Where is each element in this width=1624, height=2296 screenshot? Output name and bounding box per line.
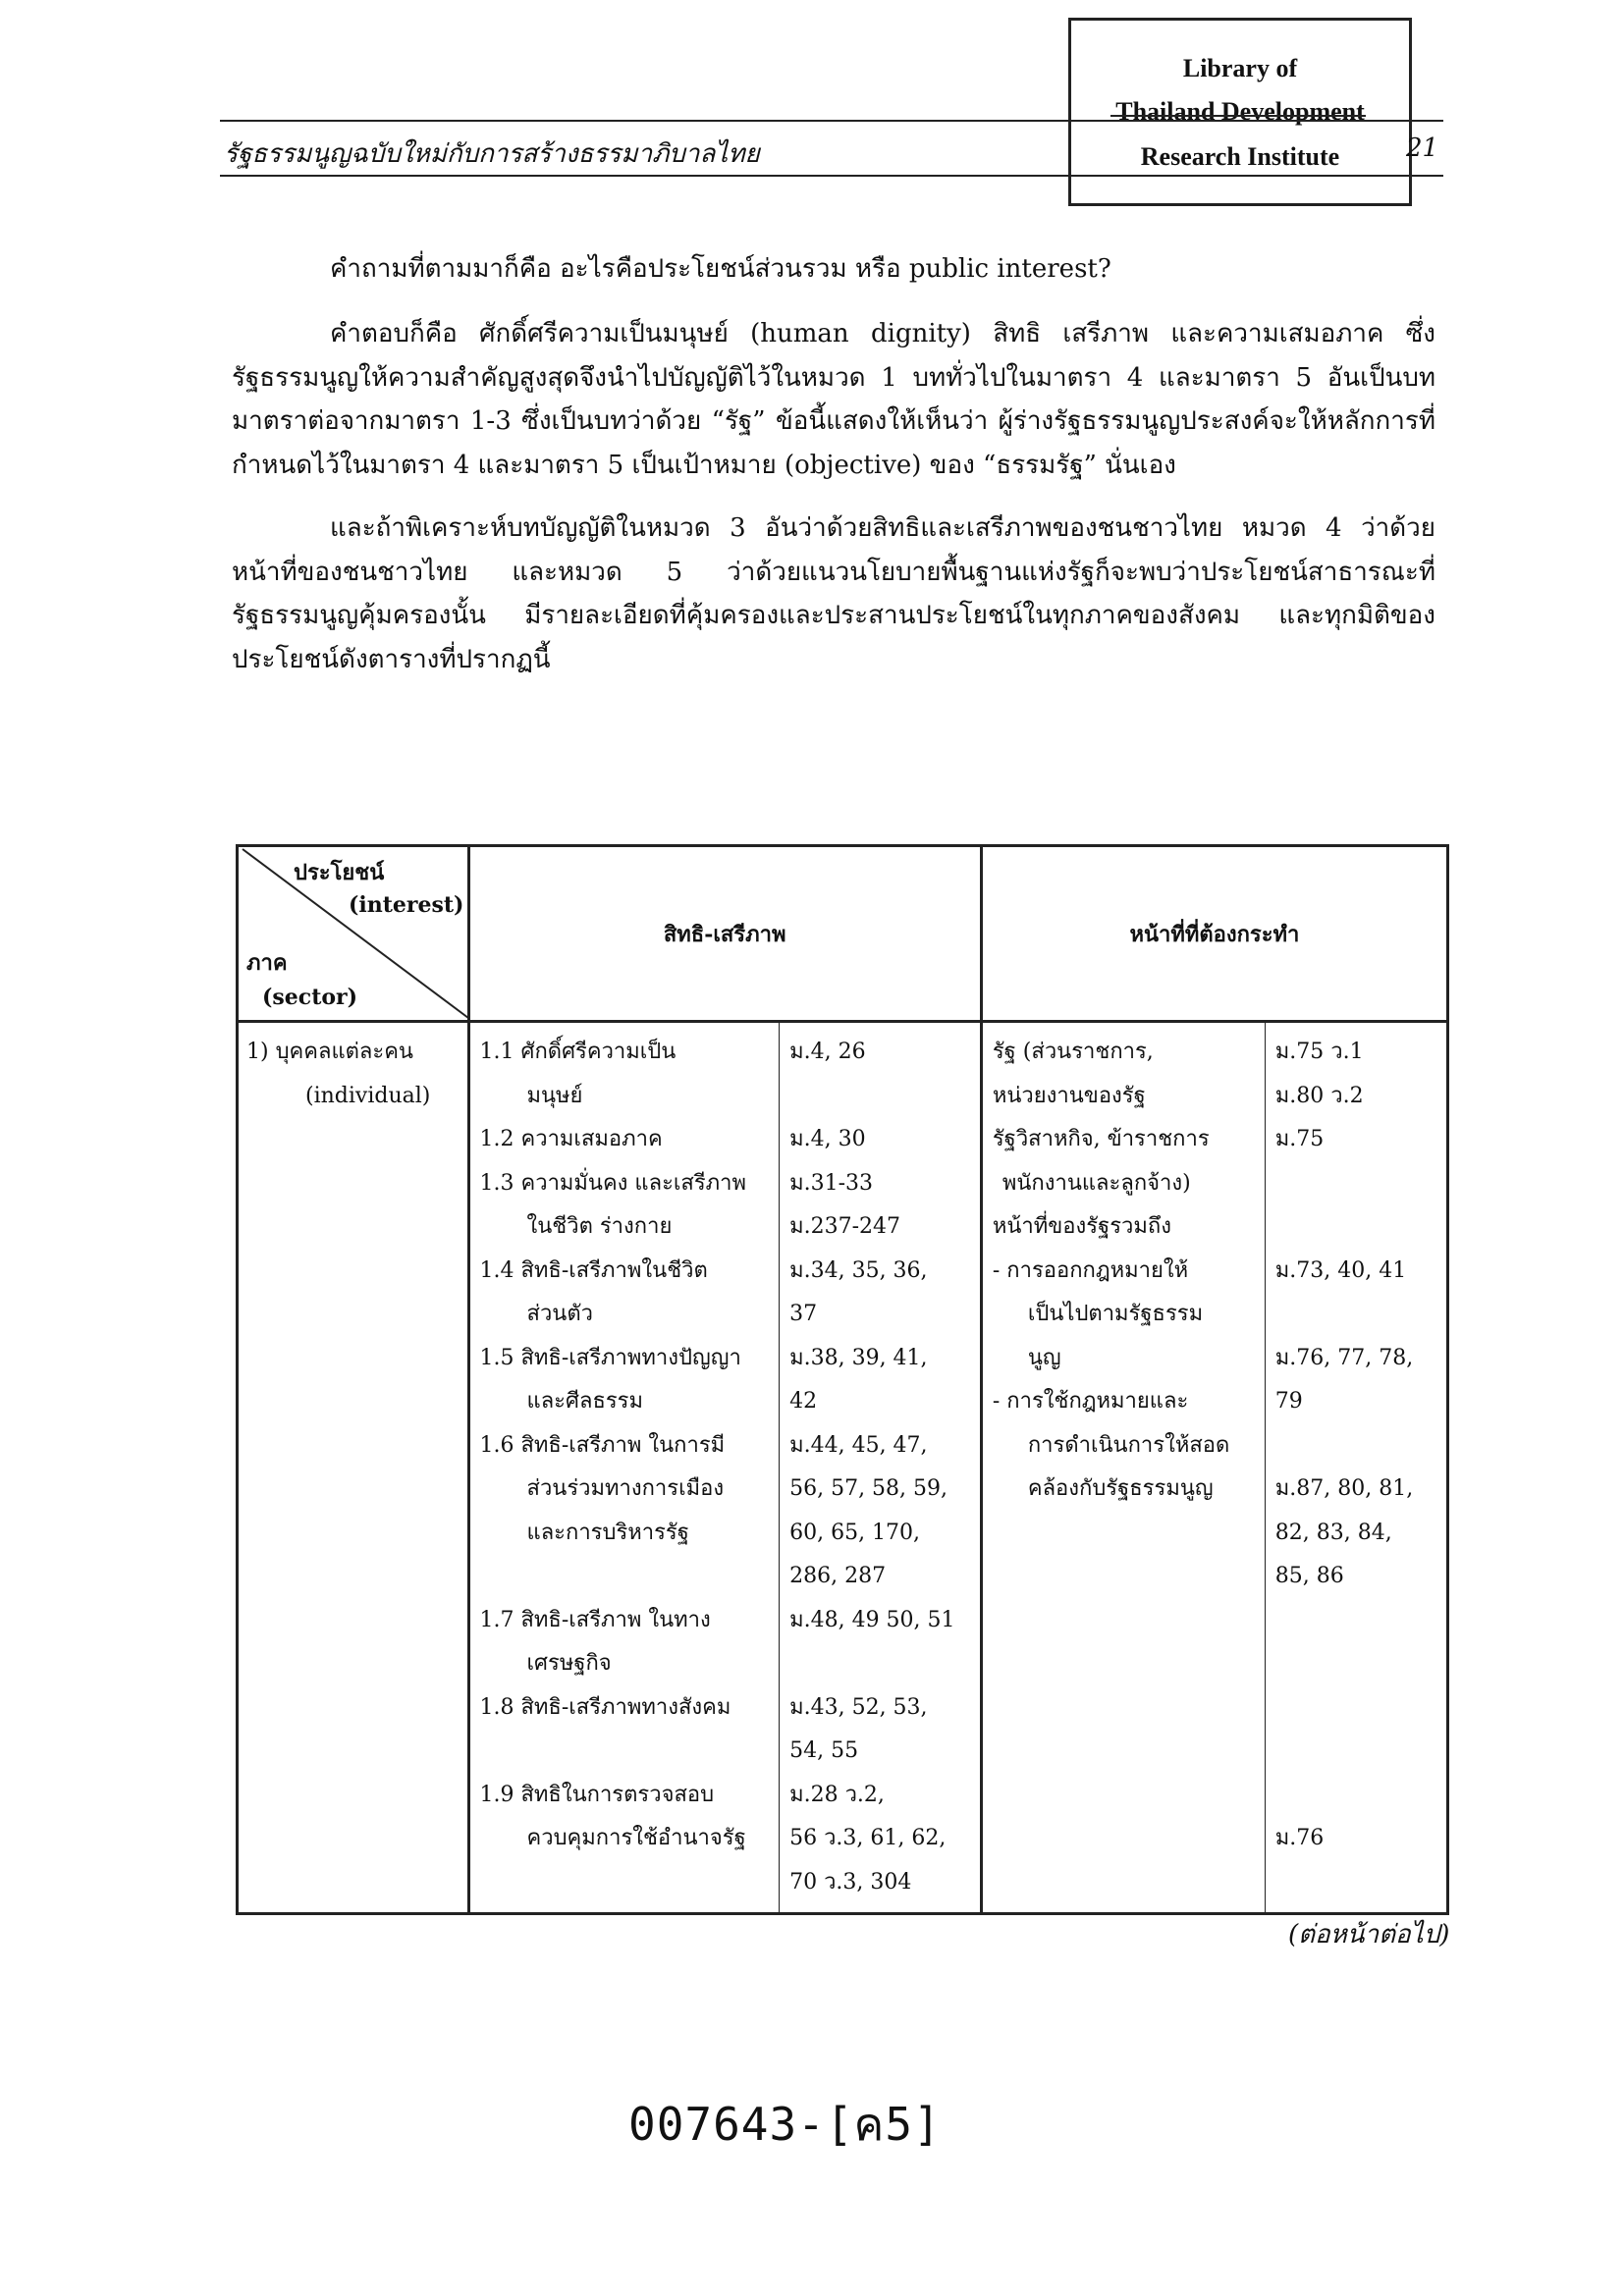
duty-ref: ม.75 ว.1 [1274,1040,1364,1064]
right-ref-1-7: ม.48, 49 50, 51 [789,1607,955,1632]
right-1-9: 1.9 สิทธิในการตรวจสอบ ควบคุมการใช้อำนาจรัฐ [479,1782,746,1850]
right-1-8: 1.8 สิทธิ-เสรีภาพทางสังคม [479,1694,731,1720]
right-1-4: 1.4 สิทธิ-เสรีภาพในชีวิต ส่วนตัว [479,1257,708,1326]
duty-line: การดำเนินการให้สอด [1027,1432,1230,1458]
duty-ref [1275,1730,1436,1774]
duty-ref: ม.87, 80, 81, [1274,1476,1414,1501]
duty-ref: 79 [1274,1389,1303,1414]
sector-th: 1) บุคคลแต่ละคน [246,1040,413,1064]
duty-line: - การออกกฎหมายให้ [992,1257,1189,1283]
stamp-line-3: Research Institute [1140,142,1340,171]
table-header-row [238,846,1448,1022]
right-ref-1-4: ม.34, 35, 36, 37 [789,1257,928,1326]
interest-table [236,844,1449,1915]
duty-line: พนักงานและลูกจ้าง) [1001,1170,1191,1196]
handwritten-accession-number: 007643-[ค5] [628,2098,942,2151]
duty-ref: 82, 83, 84, [1274,1520,1392,1545]
header-duties: หน้าที่ที่ต้องกระทำ [981,846,1447,1022]
duty-ref [1275,1686,1436,1731]
paragraph-3-text: และถ้าพิเคราะห์บทบัญญัติในหมวด 3 อันว่าด้วยสิทธิและเสรีภาพของชนชาวไทย หมวด 4 ว่าด้วยหน้าที่ของชนชาวไทย และหมวด 5 ว่าด้วยแนวนโยบายพื้นฐานแห่งรัฐก็จะพบว่าประโยชน์สาธารณะที่รัฐธรรมนูญคุ้มครองนั้น มีรายละเอียดที่คุ้มครองและประสานประโยชน์ในทุกภาคของสังคม และทุกมิติของประโยชน์ดังตารางที่ปรากฏนี้ [232,513,1435,674]
duty-ref: ม.73, 40, 41 [1274,1257,1407,1283]
duty-line: รัฐ (ส่วนราชการ, [992,1040,1154,1064]
header-sector-th: ภาค [246,950,288,976]
header-diagonal-cell [238,846,469,1022]
header-interest-en: (interest) [349,892,464,918]
paragraph-3 [232,507,1435,681]
paragraph-2-text: คำตอบก็คือ ศักดิ์ศรีความเป็นมนุษย์ (human dignity) สิทธิ เสรีภาพ และความเสมอภาค ซึ่งรัฐธรรมนูญให้ความสำคัญสูงสุดจึงนำไปบัญญัติไว้ในหมวด 1 บททั่วไปในมาตรา 4 และมาตรา 5 อันเป็นบทมาตราต่อจากมาตรา 1-3 ซึ่งเป็นบทว่าด้วย “รัฐ” ข้อนี้แสดงให้เห็นว่า ผู้ร่างรัฐธรรมนูญประสงค์จะให้หลักการที่กำหนดไว้ในมาตรา 4 และมาตรา 5 เป็นเป้าหมาย (objective) ของ “ธรรมรัฐ” นั่นเอง [232,319,1435,480]
continued-note: (ต่อหน้าต่อไป) [1288,1920,1450,1949]
stamp-line-2: Thailand Development [1115,97,1365,126]
running-title: รัฐธรรมนูญฉบับใหม่กับการสร้างธรรมาภิบาลไทย [224,139,760,169]
header-interest-th: ประโยชน์ [294,860,385,885]
right-1-6: 1.6 สิทธิ-เสรีภาพ ในการมี ส่วนร่วมทางการเมือง และการบริหารรัฐ [479,1432,726,1545]
duty-line: เป็นไปตามรัฐธรรม [1027,1302,1204,1326]
duty-ref [1275,1293,1436,1337]
sector-cell [238,1022,469,1914]
right-ref-1-5: ม.38, 39, 41, 42 [789,1345,928,1414]
right-ref-1-8: ม.43, 52, 53, 54, 55 [789,1694,928,1763]
duty-ref: ม.80 ว.2 [1274,1083,1364,1108]
page-number: 21 [1406,133,1439,163]
duty-line: รัฐวิสาหกิจ, ข้าราชการ [992,1127,1210,1151]
header-sector-en: (sector) [262,985,358,1010]
stamp-strike-line [1110,115,1366,117]
duty-ref [1275,1162,1436,1206]
duty-line: คล้องกับรัฐธรรมนูญ [1027,1476,1214,1501]
table-row [238,1022,1448,1914]
duty-ref [1275,1599,1436,1643]
duty-ref [1275,1642,1436,1686]
header-rule-bottom [220,175,1443,177]
duty-ref: ม.76 [1274,1826,1325,1850]
library-stamp [1068,18,1412,206]
right-ref-1-1: ม.4, 26 [789,1040,866,1064]
right-1-1: 1.1 ศักดิ์ศรีความเป็น มนุษย์ [479,1040,677,1108]
duty-ref: 85, 86 [1274,1564,1344,1588]
duty-ref: ม.75 [1274,1127,1325,1151]
duties-ref-cell [1265,1022,1447,1914]
duty-line: นูญ [1027,1345,1061,1370]
duty-ref [1275,1774,1436,1818]
duty-ref: ม.76, 77, 78, [1274,1345,1414,1370]
right-1-2: 1.2 ความเสมอภาค [479,1127,663,1151]
right-1-5: 1.5 สิทธิ-เสรีภาพทางปัญญา และศีลธรรม [479,1345,741,1414]
header-rights: สิทธิ-เสรีภาพ [468,846,981,1022]
paragraph-1 [232,247,1435,292]
right-ref-1-6: ม.44, 45, 47, 56, 57, 58, 59, 60, 65, 170, 286, 287 [789,1432,948,1588]
right-ref-1-2: ม.4, 30 [789,1127,866,1151]
header-rule-top [220,120,1443,122]
right-ref-1-3: ม.31-33 ม.237-247 [789,1170,901,1239]
right-ref-1-9: ม.28 ว.2, 56 ว.3, 61, 62, 70 ว.3, 304 [789,1782,947,1895]
duty-line: หน้าที่ของรัฐรวมถึง [992,1214,1171,1239]
sector-en: (individual) [305,1083,431,1108]
right-1-7: 1.7 สิทธิ-เสรีภาพ ในทาง เศรษฐกิจ [479,1607,711,1676]
rights-ref-cell [780,1022,982,1914]
paragraph-1-text: คำถามที่ตามมาก็คือ อะไรคือประโยชน์ส่วนรวม หรือ public interest? [330,254,1111,284]
rights-label-cell [468,1022,780,1914]
duties-cell [981,1022,1265,1914]
duty-ref [1275,1205,1436,1250]
paragraph-2 [232,312,1435,487]
duty-line: หน่วยงานของรัฐ [992,1083,1146,1108]
duty-ref [1275,1424,1436,1468]
duty-line: - การใช้กฎหมายและ [992,1389,1189,1414]
right-1-3: 1.3 ความมั่นคง และเสรีภาพ ในชีวิต ร่างกาย [479,1170,747,1239]
stamp-line-1: Library of [1182,54,1298,82]
